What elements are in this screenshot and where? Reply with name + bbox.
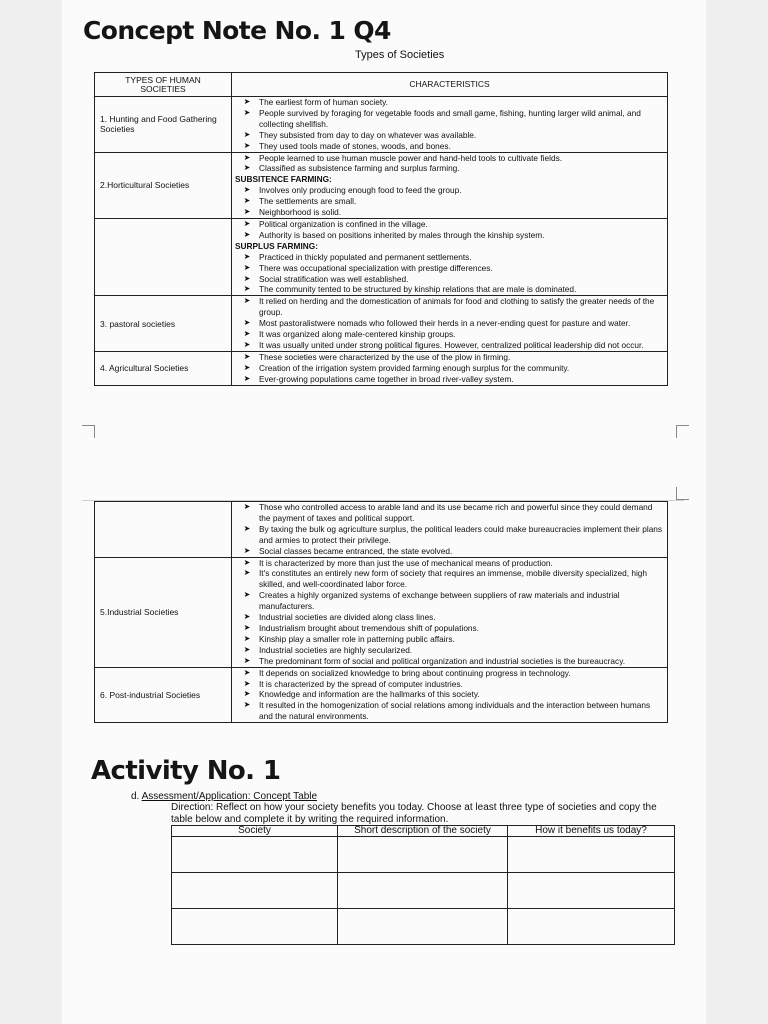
society-row <box>95 152 668 218</box>
society-column-header: Society <box>172 826 338 837</box>
arrow-bullet-icon: ➤ <box>243 655 251 665</box>
activity-heading: Activity No. 1 <box>91 756 281 786</box>
characteristic-text: Ever-growing populations came together in broad river-valley system. <box>259 373 514 384</box>
characteristic-item <box>235 363 663 374</box>
characteristic-item <box>235 252 663 263</box>
characteristic-item <box>235 263 663 274</box>
society-row <box>95 502 668 558</box>
characteristic-text: It is characterized by more than just the use of mechanical means of production. <box>259 557 553 568</box>
arrow-bullet-icon: ➤ <box>243 373 251 383</box>
characteristic-text: They used tools made of stones, woods, and bones. <box>259 140 451 151</box>
benefits-column-header: How it benefits us today? <box>508 826 675 837</box>
characteristic-item <box>235 568 663 590</box>
arrow-bullet-icon: ➤ <box>243 700 251 710</box>
page-subtitle: Types of Societies <box>355 49 445 61</box>
characteristic-text: They subsisted from day to day on whatever was available. <box>259 129 477 140</box>
characteristic-text: Industrial societies are highly secularized. <box>259 644 413 655</box>
society-type-cell <box>95 502 232 558</box>
characteristic-item <box>235 546 663 557</box>
characteristic-text: It depends on socialized knowledge to bring about continuing progress in technology. <box>259 667 571 678</box>
blank-answer-row <box>172 873 675 909</box>
blank-answer-cell[interactable] <box>338 909 508 945</box>
society-type-cell: 4. Agricultural Societies <box>95 351 232 385</box>
page-corner-mark <box>82 425 95 438</box>
blank-answer-row <box>172 837 675 873</box>
arrow-bullet-icon: ➤ <box>243 207 251 217</box>
characteristic-item <box>235 219 663 230</box>
characteristic-text: Industrialism brought about tremendous shift of populations. <box>259 622 479 633</box>
blank-answer-cell[interactable] <box>172 837 338 873</box>
arrow-bullet-icon: ➤ <box>243 97 251 106</box>
characteristic-item <box>235 524 663 546</box>
blank-answer-row <box>172 909 675 945</box>
characteristic-text: Knowledge and information are the hallmarks of this society. <box>259 689 480 700</box>
blank-answer-cell[interactable] <box>508 873 675 909</box>
arrow-bullet-icon: ➤ <box>243 296 251 306</box>
arrow-bullet-icon: ➤ <box>243 612 251 622</box>
characteristic-text: The predominant form of social and political organization and industrial societies is the bureaucracy. <box>259 655 626 666</box>
arrow-bullet-icon: ➤ <box>243 339 251 349</box>
blank-answer-cell[interactable] <box>338 873 508 909</box>
society-row <box>95 667 668 723</box>
characteristics-cell <box>232 296 668 352</box>
arrow-bullet-icon: ➤ <box>243 362 251 372</box>
characteristic-item <box>235 634 663 645</box>
arrow-bullet-icon: ➤ <box>243 351 251 361</box>
society-type-cell: 6. Post-industrial Societies <box>95 667 232 723</box>
characteristic-item <box>235 679 663 690</box>
characteristic-text: Social classes became entranced, the state evolved. <box>259 545 453 556</box>
society-row <box>95 351 668 385</box>
characteristics-cell <box>232 351 668 385</box>
characteristic-text: Practiced in thickly populated and permanent settlements. <box>259 251 472 262</box>
arrow-bullet-icon: ➤ <box>243 262 251 272</box>
society-type-cell: 1. Hunting and Food Gathering Societies <box>95 97 232 153</box>
characteristic-text: Neighborhood is solid. <box>259 207 342 218</box>
characteristic-text: Social stratification was well established. <box>259 273 409 284</box>
assessment-label <box>131 791 317 802</box>
society-type-cell: 2.Horticultural Societies <box>95 152 232 218</box>
arrow-bullet-icon: ➤ <box>243 196 251 206</box>
characteristic-text: Those who controlled access to arable land and its use became rich and powerful since they could demand the payment of taxes and political support. <box>259 502 653 523</box>
characteristic-item <box>235 296 663 318</box>
arrow-bullet-icon: ➤ <box>243 568 251 578</box>
characteristic-text: It resulted in the homogenization of social relations among individuals and the interaction between humans and the natural environments. <box>259 700 651 722</box>
characteristic-item <box>235 230 663 241</box>
characteristics-cell <box>232 218 668 295</box>
arrow-bullet-icon: ➤ <box>243 107 251 117</box>
characteristic-item <box>235 612 663 623</box>
characteristic-item <box>235 374 663 385</box>
page-corner-mark <box>676 425 689 438</box>
blank-answer-cell[interactable] <box>338 837 508 873</box>
characteristic-text: By taxing the bulk og agriculture surplus, the political leaders could make bureaucracies implement their plans and armies to protect their privilege. <box>259 523 663 545</box>
society-row <box>95 97 668 153</box>
characteristic-item <box>235 163 663 174</box>
characteristic-text: The community tented to be structured by kinship relations that are male is dominated. <box>259 284 577 295</box>
arrow-bullet-icon: ➤ <box>243 251 251 261</box>
arrow-bullet-icon: ➤ <box>243 229 251 239</box>
characteristic-item <box>235 207 663 218</box>
table-header-row <box>95 73 668 97</box>
characteristic-item <box>235 108 663 130</box>
characteristic-item <box>235 700 663 722</box>
arrow-bullet-icon: ➤ <box>243 622 251 632</box>
characteristic-item <box>235 141 663 152</box>
characteristics-cell <box>232 667 668 723</box>
arrow-bullet-icon: ➤ <box>243 523 251 533</box>
arrow-bullet-icon: ➤ <box>243 152 251 162</box>
characteristic-text: Authority is based on positions inherited by males through the kinship system. <box>259 229 545 240</box>
activity-direction: Direction: Reflect on how your society benefits you today. Choose at least three type of societies and copy the table below and complete it by writing the required information. <box>171 802 657 825</box>
characteristic-text: It is characterized by the spread of computer industries. <box>259 678 463 689</box>
characteristic-item <box>235 185 663 196</box>
arrow-bullet-icon: ➤ <box>243 185 251 195</box>
arrow-bullet-icon: ➤ <box>243 163 251 173</box>
characteristics-column-header: CHARACTERISTICS <box>232 73 668 97</box>
characteristic-text: The settlements are small. <box>259 196 357 207</box>
characteristics-cell <box>232 557 668 667</box>
characteristic-item <box>235 196 663 207</box>
characteristic-text: It relied on herding and the domestication of animals for food and clothing to satisfy the greater needs of the group. <box>259 296 655 318</box>
blank-answer-cell[interactable] <box>172 909 338 945</box>
farming-subheading: SUBSITENCE FARMING: <box>235 174 332 185</box>
arrow-bullet-icon: ➤ <box>243 667 251 677</box>
farming-subheading: SURPLUS FARMING: <box>235 240 318 251</box>
assessment-prefix: d. <box>131 791 142 802</box>
arrow-bullet-icon: ➤ <box>243 218 251 228</box>
arrow-bullet-icon: ➤ <box>243 284 251 294</box>
characteristic-text: Kinship play a smaller role in patterning public affairs. <box>259 633 455 644</box>
arrow-bullet-icon: ➤ <box>243 644 251 654</box>
characteristic-item <box>235 645 663 656</box>
characteristic-item <box>235 502 663 524</box>
characteristics-cell <box>232 152 668 218</box>
characteristic-text: There was occupational specialization with prestige differences. <box>259 262 493 273</box>
arrow-bullet-icon: ➤ <box>243 633 251 643</box>
characteristic-text: Creation of the irrigation system provided farming enough surplus for the community. <box>259 362 570 373</box>
characteristic-text: These societies were characterized by the use of the plow in firming. <box>259 351 511 362</box>
characteristic-item <box>235 656 663 667</box>
characteristic-text: Industrial societies are divided along class lines. <box>259 612 436 623</box>
characteristic-item <box>235 274 663 285</box>
characteristic-item <box>235 97 663 108</box>
characteristics-cell <box>232 502 668 558</box>
page-corner-mark <box>676 487 689 500</box>
characteristic-item <box>235 689 663 700</box>
characteristics-cell <box>232 97 668 153</box>
arrow-bullet-icon: ➤ <box>243 689 251 699</box>
arrow-bullet-icon: ➤ <box>243 329 251 339</box>
description-column-header: Short description of the society <box>338 826 508 837</box>
characteristic-text: Political organization is confined in the village. <box>259 218 428 229</box>
arrow-bullet-icon: ➤ <box>243 129 251 139</box>
arrow-bullet-icon: ➤ <box>243 557 251 567</box>
characteristic-item <box>235 130 663 141</box>
assessment-title: Assessment/Application: Concept Table <box>141 791 318 802</box>
society-type-cell: 5.Industrial Societies <box>95 557 232 667</box>
characteristic-item <box>235 668 663 679</box>
arrow-bullet-icon: ➤ <box>243 273 251 283</box>
characteristic-item <box>235 153 663 164</box>
characteristic-item <box>235 340 663 351</box>
characteristic-item <box>235 329 663 340</box>
characteristic-text: Creates a highly organized systems of exchange between suppliers of raw materials and industrial manufacturers. <box>259 590 620 612</box>
societies-table-bottom <box>94 501 668 723</box>
arrow-bullet-icon: ➤ <box>243 678 251 688</box>
society-row <box>95 557 668 667</box>
characteristic-text: People survived by foraging for vegetable foods and small game, fishing, hunting larger wild animal, and collecting shellfish. <box>259 107 641 129</box>
characteristic-text: It's constitutes an entirely new form of society that requires an immense, mobile diversity specialized, high skilled, and well-coordinated labor force. <box>259 568 648 590</box>
blank-answer-cell[interactable] <box>508 909 675 945</box>
characteristic-text: Classified as subsistence farming and surplus farming. <box>259 163 460 174</box>
blank-answer-cell[interactable] <box>172 873 338 909</box>
concept-table-header <box>172 826 675 837</box>
characteristic-item <box>235 284 663 295</box>
characteristic-text: Most pastoralistwere nomads who followed their herds in a never-ending quest for pasture and water. <box>259 318 631 329</box>
arrow-bullet-icon: ➤ <box>243 545 251 555</box>
society-row <box>95 218 668 295</box>
types-column-header: TYPES OF HUMAN SOCIETIES <box>95 73 232 97</box>
characteristic-item <box>235 558 663 569</box>
characteristic-text: Involves only producing enough food to feed the group. <box>259 185 462 196</box>
characteristic-item <box>235 352 663 363</box>
blank-answer-cell[interactable] <box>508 837 675 873</box>
arrow-bullet-icon: ➤ <box>243 502 251 511</box>
characteristic-item <box>235 623 663 634</box>
arrow-bullet-icon: ➤ <box>243 140 251 150</box>
concept-table <box>171 825 675 945</box>
arrow-bullet-icon: ➤ <box>243 590 251 600</box>
characteristic-item <box>235 318 663 329</box>
society-type-cell: 3. pastoral societies <box>95 296 232 352</box>
societies-table-top <box>94 72 668 386</box>
arrow-bullet-icon: ➤ <box>243 318 251 328</box>
characteristic-text: People learned to use human muscle power and hand-held tools to cultivate fields. <box>259 152 563 163</box>
concept-note-heading: Concept Note No. 1 Q4 <box>83 16 391 45</box>
characteristic-text: It was usually united under strong political figures. However, centralized political leadership did not occur. <box>259 339 644 350</box>
characteristic-text: The earliest form of human society. <box>259 97 388 107</box>
society-type-cell <box>95 218 232 295</box>
society-row <box>95 296 668 352</box>
characteristic-text: It was organized along male-centered kinship groups. <box>259 329 456 340</box>
characteristic-item <box>235 590 663 612</box>
